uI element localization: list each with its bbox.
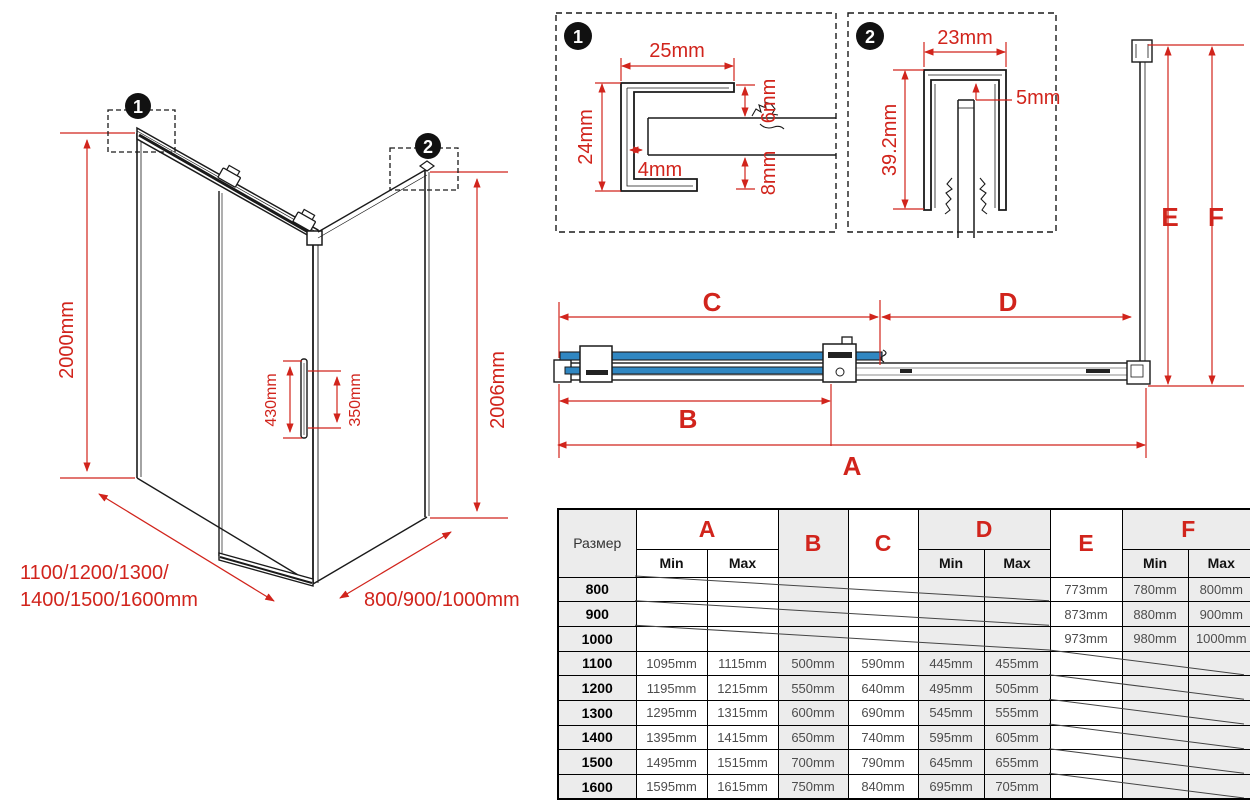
header-col-b: B [778,509,848,577]
isometric-view [0,85,545,630]
dim-label-350: 350mm [347,373,364,427]
cell-c [848,577,918,602]
header-col-d: D [918,509,1050,549]
dim-label-width-main-2: 1400/1500/1600mm [20,589,198,611]
side-panel-plan [1132,40,1152,378]
cell-size: 900 [558,602,636,627]
dimension-handle-430 [263,361,302,438]
table-row: 900 873mm 880mm 900mm [558,602,1250,627]
header-f-max: Max [1188,549,1250,577]
cell-size: 1200 [558,676,636,701]
side-wall-panel [313,161,434,584]
dim-label-24mm: 24mm [575,109,597,165]
cell-a-min [636,577,707,602]
dim-label-width-side: 800/900/1000mm [364,589,520,611]
table-row: 1300 1295mm 1315mm 600mm 690mm 545mm 555mm [558,700,1250,725]
dimension-handle-350 [308,371,364,428]
cell-f-max: 800mm [1188,577,1250,602]
cell-size: 1100 [558,651,636,676]
table-row: 1600 1595mm 1615mm 750mm 840mm 695mm 705mm [558,775,1250,800]
cell-b [778,577,848,602]
header-size: Размер [558,509,636,577]
header-a-min: Min [636,549,707,577]
dim-label-6mm: 6mm [758,78,780,124]
callout-2-number: 2 [422,137,434,157]
cell-size: 1300 [558,700,636,725]
dim-label-D: D [998,287,1018,317]
dimension-F [1208,47,1224,384]
dim-label-2006: 2006mm [487,351,509,429]
table-row: 1100 1095mm 1115mm 500mm 590mm 445mm 455mm [558,651,1250,676]
table-row [558,577,1250,602]
dimension-E [1148,45,1244,386]
dim-label-E: E [1161,202,1179,232]
dimension-B [559,384,831,458]
top-rail [137,128,318,241]
corner-post [307,231,322,584]
table-row: 1200 1195mm 1215mm 550mm 640mm 495mm 505mm [558,676,1250,701]
table-row: 1400 1395mm 1415mm 650mm 740mm 595mm 605mm [558,725,1250,750]
track-end-piece [1127,361,1150,384]
dimension-width-main [20,494,274,611]
cell-size: 1400 [558,725,636,750]
table-row: 1000 973mm 980mm 1000mm [558,626,1250,651]
header-a-max: Max [707,549,778,577]
dimension-2006 [430,172,509,518]
header-col-f: F [1122,509,1250,549]
door-bracket-2 [823,337,856,382]
header-col-e: E [1050,509,1122,577]
dim-label-C: C [702,287,722,317]
cell-size: 1500 [558,750,636,775]
dim-label-39mm: 39.2mm [879,103,901,177]
left-wall-panel [137,133,313,584]
header-d-min: Min [918,549,984,577]
table-row: 1500 1495mm 1515mm 700mm 790mm 645mm 655mm [558,750,1250,775]
dim-label-430: 430mm [263,373,280,427]
cell-a-max [707,577,778,602]
cell-e: 773mm [1050,577,1122,602]
dim-label-B: B [678,404,698,434]
door-handle [301,359,307,438]
dim-label-width-main-1: 1100/1200/1300/ [20,562,169,584]
dimension-width-side [340,532,520,611]
dim-label-23mm: 23mm [937,27,993,49]
cell-size: 1000 [558,626,636,651]
header-col-a: A [636,509,778,549]
header-col-c: C [848,509,918,577]
cell-size: 800 [558,577,636,602]
door-track-plan [554,337,1150,384]
dim-label-8mm: 8mm [758,150,780,196]
cell-size: 1600 [558,775,636,800]
dim-label-2000: 2000mm [56,301,78,379]
door-bracket-1 [580,346,612,382]
spec-table [557,508,1247,798]
dimension-2000 [56,133,135,478]
cell-d-min [918,577,984,602]
cell-d-max [984,577,1050,602]
detail-2-number: 2 [864,27,876,47]
header-f-min: Min [1122,549,1188,577]
dimension-D [882,287,1131,317]
header-d-max: Max [984,549,1050,577]
dim-label-5mm: 5mm [1016,87,1061,109]
dim-label-A: A [842,451,862,480]
dim-label-25mm: 25mm [649,40,705,62]
dim-label-4mm: 4mm [637,159,683,181]
callout-2 [390,133,458,190]
cell-f-min: 780mm [1122,577,1188,602]
dim-label-F: F [1208,202,1224,232]
plan-view [548,25,1250,480]
dimension-A [558,388,1146,480]
callout-1-number: 1 [132,97,144,117]
detail-1-number: 1 [572,27,584,47]
